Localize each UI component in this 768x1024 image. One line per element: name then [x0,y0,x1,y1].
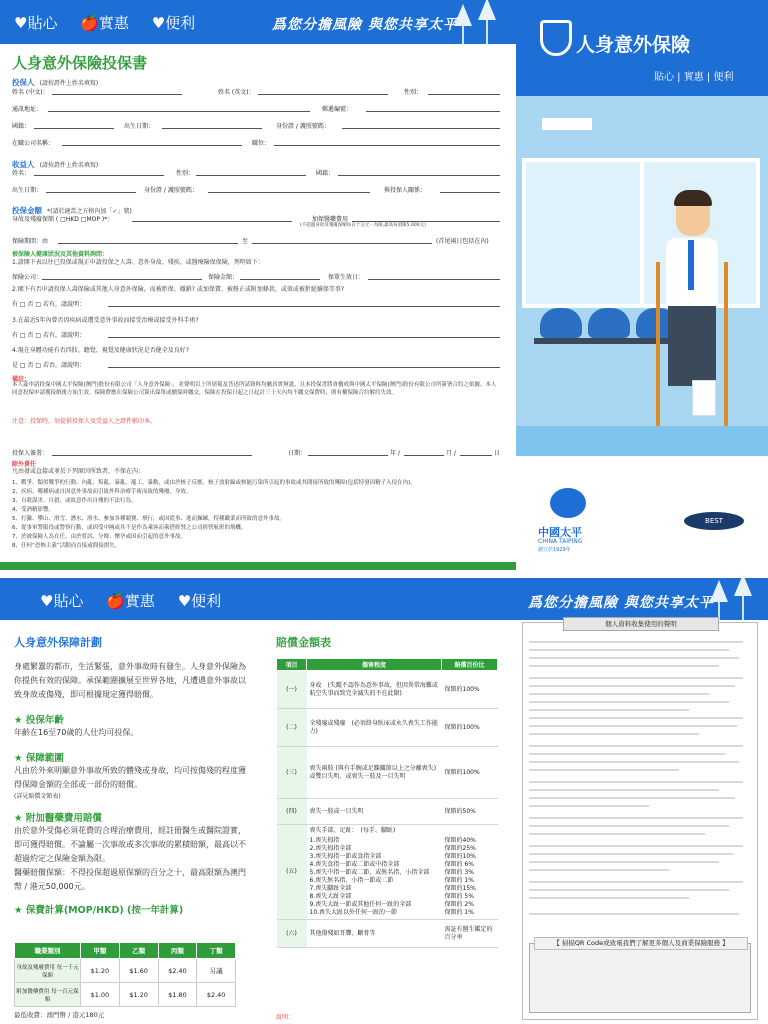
name-cn-field[interactable] [52,87,182,95]
premium-header: 乙類 [119,943,158,959]
id-field[interactable] [342,121,500,129]
company-founded: 創立於1929年 [538,547,571,553]
notice-text-line [529,861,719,863]
notice-text-line [529,805,649,807]
green-bar [0,562,516,570]
insured-label: 收益人 [12,160,35,169]
company-name-en: CHINA TAIPING [538,538,583,545]
notice-text-line [529,641,743,643]
digit-item: 4.喪失食指一節或二節或中指全部 [309,861,400,868]
address-field[interactable] [48,104,310,112]
digit-item: 5.喪失中指一節或二節，或無名指、小指全部 [309,869,430,876]
notice-text-line [529,717,743,719]
premium-header: 丁類 [197,943,236,959]
notice-text-line [529,897,689,899]
table-row [277,799,498,825]
field-label: 身故及殘廢保額 ( □HKD □MOP )*： [12,216,114,223]
amount-note: *(請於適當之方格內加「✓」號) [47,208,132,215]
yes-no-checkbox[interactable]: 有 □ 否 □ 若有，請說明： [12,332,85,339]
field-label: 國籍： [316,170,335,177]
qr-caption: 【 掃描QR Code或致電我們了解更多個人及商業保險服務 】 [534,937,748,950]
digit-pct: 保額的 1% [444,909,474,916]
notice-text-line [529,693,709,695]
crutch-icon [656,262,660,430]
digit-pct: 保額的10% [444,853,476,860]
notice-text-line [529,733,699,735]
notice-text-line [529,853,733,855]
field-label: 日期： [288,450,307,457]
postcode-field[interactable] [366,104,500,112]
table-row [15,983,236,1007]
tree-icon [742,590,744,620]
bottom-band [0,578,768,620]
q3-explain-field[interactable] [108,330,500,338]
insured-name-field[interactable] [34,168,164,176]
signature-field[interactable] [52,448,252,456]
nationality-field[interactable] [34,121,114,129]
insured-note: (請按證件上姓名填寫) [39,162,99,169]
tag-value: 🍎實惠 [80,14,129,32]
field-label: 在職公司名稱： [12,140,55,147]
exclusion-item: 6、從事軍警服役或警察行動，或因受中國或其不是作為乘客而乘搭經營之公司經營航班的飛機。 [12,525,247,531]
notice-text-line [529,725,737,727]
benefit-pct: 保額的100% [442,671,498,709]
field-label: 出生日期： [124,123,155,130]
tag-caring: ♥貼心 [14,14,58,32]
date-unit: 年 / [390,450,400,457]
digit-pct: 保額的40% [444,837,476,844]
field-label: 保單生效日： [328,274,365,281]
benefits-title: 賠償金額表 [276,636,331,649]
tree-icon [462,20,464,44]
product-tagline: 貼心 | 實惠 | 便利 [654,72,734,83]
position-field[interactable] [274,138,500,146]
notice-text-line [529,753,725,755]
field-label: 國籍： [12,123,31,130]
window-frame [640,158,644,308]
premium-table [14,942,236,1007]
field-label: 通訊地址： [12,106,43,113]
amount-label: 投保金額 [12,206,42,215]
form-row [12,236,500,246]
benefit-header: 賠償百份比 [442,659,498,671]
medical-amount-field[interactable] [352,214,500,222]
field-label: (首尾兩日包括在內) [436,238,489,245]
field-label: 姓名 (中文)： [12,89,49,96]
premium-cell: $1.20 [119,983,158,1007]
form-row [12,360,500,370]
health-heading: 被保險人健康狀況及其他資料詢問： [12,251,109,258]
exclusion-item: 4、受酒精影響。 [12,507,54,513]
field-label: 出生日期： [12,187,43,194]
person-trousers [668,306,716,386]
notice-text-line [529,709,689,711]
field-label: 保險金額： [208,274,239,281]
insured-gender-field[interactable] [196,168,306,176]
notice-text-line [529,817,743,819]
yes-no-checkbox[interactable]: 是 □ 否 □ 若否，請說明： [12,362,85,369]
leg-cast [692,380,716,416]
star-icon: ★ [14,813,23,824]
table-row [15,959,236,983]
person-hair [674,190,712,206]
scope-text: 凡由於外來明顯意外事故所致的體殘或身故，均可按傷殘的程度獲得保障金額的全部或一部份的賠償。 [14,766,246,789]
notice-text-line [529,649,729,651]
premium-cell: $1.00 [81,983,120,1007]
digit-item: 3.喪失拇指一節或食指全部 [309,853,382,860]
digit-pct: 保額的 1% [444,877,474,884]
notice-text-line [529,869,669,871]
benefit-desc: 身故 (失蹤不認作為意外事故，但因異常海難或航空失事而致完全滅失的不在此限) [307,671,442,709]
medical-heading: ★ 附加醫藥費用賠償 [14,813,102,824]
benefit-header: 傷害程度 [307,659,442,671]
benefit-pct [442,825,498,920]
form-row [12,168,500,178]
benefit-number: (二) [277,709,307,747]
remarks-text: 本人茲申請投保中國太平保險(澳門)股份有限公司「人身意外保險」，並聲明以上所填報及答述所請資料均屬真實無訛，且本投保書將會構成與中國太平保險(澳門)股份有限公司所簽署合約之依據。本人同意投保申請獲接納後方始生效。保險費應在保險公司簽出保單或續保時繳交，保險在投保日起之日起計三十天內均不繳交保費時，則有權保險合約解約失效。 [12,382,497,396]
premium-cell: 身故及殘廢費用 每一千元保額 [15,959,81,983]
exclusion-item: 1、戰爭、類似戰爭的行動、內亂、叛亂、暴亂、罷工、暴動，或由於核子反應、核子放射線或核能污染所引起的事故或其間接所致的殘障(包括特發因精子入侵在內)。 [12,480,416,486]
benefit-pct: 需証有醫生鑑定的百分率 [442,920,498,948]
form-row [12,121,500,131]
notice-title: 個人資料收集使用的聲明 [563,617,719,631]
dob-field[interactable] [162,121,262,129]
insured-dob-field[interactable] [46,185,136,193]
chair-illustration [588,308,630,338]
benefit-header: 項目 [277,659,307,671]
field-label: 性別： [404,89,423,96]
brand-tags [40,590,239,611]
insured-id-field[interactable] [208,185,370,193]
form-row [12,272,500,282]
slogan: 爲您分擔風險 與您共享太平 [528,595,714,611]
china-taiping-logo-icon [550,488,586,518]
field-label: 身份證 / 護照號碼： [144,187,198,194]
tag-convenient: ♥便利 [151,14,196,32]
q2-explain-field[interactable] [108,299,500,307]
star-icon: ★ [14,753,23,764]
gender-field[interactable] [428,87,500,95]
scope-note: (詳見賠償金額表) [14,793,61,800]
notice-text-line [529,881,743,883]
medical-limit-text: 醫藥賠償保額：不得投保超過原保額的百分之十，最高限額為澳門幣 / 港元50,000元。 [14,868,246,891]
digit-item: 6.喪失無名指、小指一節或二節 [309,877,394,884]
floor-illustration [516,426,768,456]
table-row [277,671,498,709]
privacy-notice [522,622,758,1020]
benefit-number: (一) [277,671,307,709]
crutch-icon [724,262,728,430]
brand-tags [14,12,213,33]
benefit-pct: 保額的100% [442,747,498,799]
field-label: 姓名 (英文)： [218,89,255,96]
notice-text-line [529,833,705,835]
digits-heading: 喪失手部、足趾： (每手、腳趾) [309,827,396,834]
plan-intro: 身處繁囂的都市，生活緊張，意外事故時有發生。人身意外保險為你提供有效的保障。承保範圍擴展至世界各地，凡遭遇意外事故以致身故或傷殘，即可根據規定獲得賠償。 [14,662,246,699]
benefit-number: (三) [277,747,307,799]
field-label: 身份證 / 護照號碼： [276,123,330,130]
field-label: 保險公司： [12,274,43,281]
field-label: 加保醫藥費用 [312,216,349,223]
field-label: 性別： [176,170,195,177]
benefits-footer: 說明： [276,1014,295,1021]
date-year-field[interactable] [308,448,388,456]
qr-box[interactable] [529,939,751,1013]
benefit-pct: 保額的100% [442,709,498,747]
table-row [277,747,498,799]
benefit-desc: 其他傷殘如耳聾、斷骨等 [307,920,442,948]
notice-text-line [529,825,729,827]
medical-text: 由於意外受傷必須花費的合理治療費用，經註冊醫生或醫院證實，即可獲得賠償。不論屬一次事故或多次事故的累積賠額，最高以不超過約定之保險金額為限。 [14,826,246,863]
cover-panel [516,0,768,578]
exclusion-item: 2、疾病、哪種病或自因意外事故而引致外科治療手術而致的殘廢、身故。 [12,489,192,495]
plan-title: 人身意外保障計劃 [14,636,102,649]
digit-pct: 保額的 3% [444,869,474,876]
yes-no-checkbox[interactable]: 有 □ 否 □ 若有，請說明： [12,301,85,308]
exclusions-list [12,479,500,551]
form-row [12,299,500,309]
exclusion-item: 5、打獵、攀山、滑雪、潛水、滑水、參加各種競賽、飛行，或因從事、進而操練，特種職業而所致的意外事故。 [12,516,286,522]
field-label: 姓名： [12,170,31,177]
exclusions-heading: 除外責任 [12,461,37,468]
benefit-number: (六) [277,920,307,948]
plan-column [14,634,248,916]
scope-heading: ★ 保障範圍 [14,753,64,764]
digit-item: 8.喪失大趾全部 [309,893,352,900]
cover-footer [516,456,768,578]
q4-explain-field[interactable] [108,360,500,368]
table-row [277,825,498,920]
table-row [277,920,498,948]
digit-pct: 保額的 5% [444,893,474,900]
notice-text-line [529,677,743,679]
question-2: 2.閣下有否申請投保人壽保險或其他人身意外保險，而被拒保、撤銷? 或加保費、被修正或附加條款，或效或被拒絕續保等事? [12,286,345,293]
slogan: 爲您分擔風險 與您共享太平 [272,17,458,33]
tag-convenient: ♥便利 [177,592,222,610]
shield-icon [540,20,572,56]
age-text: 年齡在16至70歲的人仕均可投保。 [14,728,139,737]
form-row [12,87,500,97]
remarks-heading: 備註： [12,376,31,383]
notice-text-line [529,665,719,667]
field-label: 郵遞編號： [322,106,353,113]
premium-cell: $2.40 [197,983,236,1007]
notice-text-line [529,797,735,799]
question-1: 1.請開下表以往已投保或現正申請投保之人壽、意外身故、殘疾、或醫療險保保險，列明如下： [12,259,264,266]
digit-pct: 保額的 6% [444,861,474,868]
notice-text-line [529,781,743,783]
benefit-desc: 喪失兩肢 (與有手腕或足踝關節以上之分離喪失) 或雙目失明、或喪失一肢及一目失明 [307,747,442,799]
benefit-pct: 保額的50% [442,799,498,825]
prior-insurer-field[interactable] [42,272,202,280]
star-icon: ★ [14,715,23,726]
notice-text-line [529,769,679,771]
product-title: 人身意外保險 [576,34,691,56]
notice-text-line [529,745,743,747]
insured-nationality-field[interactable] [338,168,500,176]
benefit-desc: 喪失一肢或一目失明 [307,799,442,825]
wall-sign [542,118,592,130]
cover-header [516,0,768,96]
min-premium: 最低收費：澳門幣 / 港元180元 [14,1011,105,1019]
form-row [12,104,500,114]
digit-item: 2.喪失拇指全部 [309,845,352,852]
premium-header: 職業類別 [15,943,81,959]
field-label: 與投保人關係： [384,187,427,194]
tag-caring: ♥貼心 [40,592,84,610]
notice-text-line [529,913,739,915]
period-end-field[interactable] [252,236,432,244]
period-start-field[interactable] [58,236,238,244]
prior-amount-field[interactable] [240,272,320,280]
notice-text-line [529,761,739,763]
premium-cell: $2.40 [158,959,197,983]
digit-pct: 保額的 2% [444,901,474,908]
field-label: 至 [242,238,249,245]
premium-header: 甲類 [81,943,120,959]
notice-text-line [529,701,729,703]
question-3: 3.在最近5年內曾否因疾病或遭受意外事故而接受治療或接受外科手術? [12,317,199,324]
premium-cell: $1.20 [81,959,120,983]
policyholder-note: (請按證件上姓名填寫) [39,80,99,87]
company-field[interactable] [62,138,242,146]
star-icon: ★ [14,905,23,916]
digit-pct: 保額的25% [444,845,476,852]
attention-text: 注意：投保時，須提供投保人及受益人之證件影印本。 [12,418,157,425]
notice-text-line [529,685,735,687]
age-heading: ★ 投保年齡 [14,715,64,726]
form-row [12,330,500,340]
person-tie [688,240,694,290]
table-row [277,709,498,747]
company-name-cn: 中國太平 [538,526,582,539]
form-title: 人身意外保險投保書 [12,54,148,72]
date-month-field[interactable] [404,448,444,456]
notice-text-line [529,889,729,891]
date-unit: 日 [494,450,501,457]
premium-header: 丙類 [158,943,197,959]
notice-text-line [529,845,743,847]
premium-cell: $1.60 [119,959,158,983]
premium-heading: ★ 保費計算(MOP/HKD) (按一年計算) [14,905,184,916]
field-label: 保險期間：由 [12,238,49,245]
relationship-field[interactable] [440,185,500,193]
digit-pct: 保額的15% [444,885,476,892]
form-row [12,214,500,224]
benefit-desc [307,825,442,920]
field-label: 投保人簽署： [12,450,49,457]
premium-cell: 另議 [197,959,236,983]
name-en-field[interactable] [258,87,388,95]
tree-icon [486,14,488,44]
premium-cell: 附加醫藥費用 每一百元保額 [15,983,81,1007]
form-row [12,448,500,458]
benefit-desc: 全殘廢或殘廢 (必須終身臥床或永久喪失工作能力) [307,709,442,747]
exclusion-item: 7、於被保險人為在任，由於嘗試、分娩、懷孕或因而引起的意外事故。 [12,534,187,540]
field-label: 職位： [252,140,271,147]
exclusion-item: 8、任何“恐怖主義”活動而直接或間接損失。 [12,543,121,549]
date-day-field[interactable] [460,448,492,456]
notice-text-line [529,789,719,791]
date-unit: 月 / [446,450,456,457]
digit-item: 9.喪失大趾一節或其他任何一趾的全部 [309,901,412,908]
notice-text-line [529,657,739,659]
policyholder-label: 投保人 [12,78,35,87]
premium-cell: $1.80 [158,983,197,1007]
best-award-badge: BEST [684,512,744,530]
benefit-number: (五) [277,825,307,920]
digit-item: 10.喪失大趾以外任何一趾的一節 [309,909,398,916]
benefits-table [276,658,498,948]
tag-value: 🍎實惠 [106,592,155,610]
sum-insured-field[interactable] [132,214,292,222]
exclusions-intro: 凡由發或直接或並於下列原因所致者，不保在內： [12,468,145,475]
form-row [12,185,500,195]
premium-note: (不超過身故及殘廢保額每日十分之一為限,最高每項限5,000元) [300,223,426,228]
digit-item: 7.喪失腳趾全部 [309,885,352,892]
benefit-number: (四) [277,799,307,825]
prior-date-field[interactable] [368,272,500,280]
form-row [12,138,500,148]
question-4: 4.現在身體功能有否四肢、聽覺、視覺及健康狀況是否健全及良好? [12,347,189,354]
digit-item: 1.喪失拇指 [309,837,340,844]
exclusion-item: 3、自殺謀害、自殺、或故意作出自殘的不法行為。 [12,498,137,504]
chair-illustration [540,308,582,338]
